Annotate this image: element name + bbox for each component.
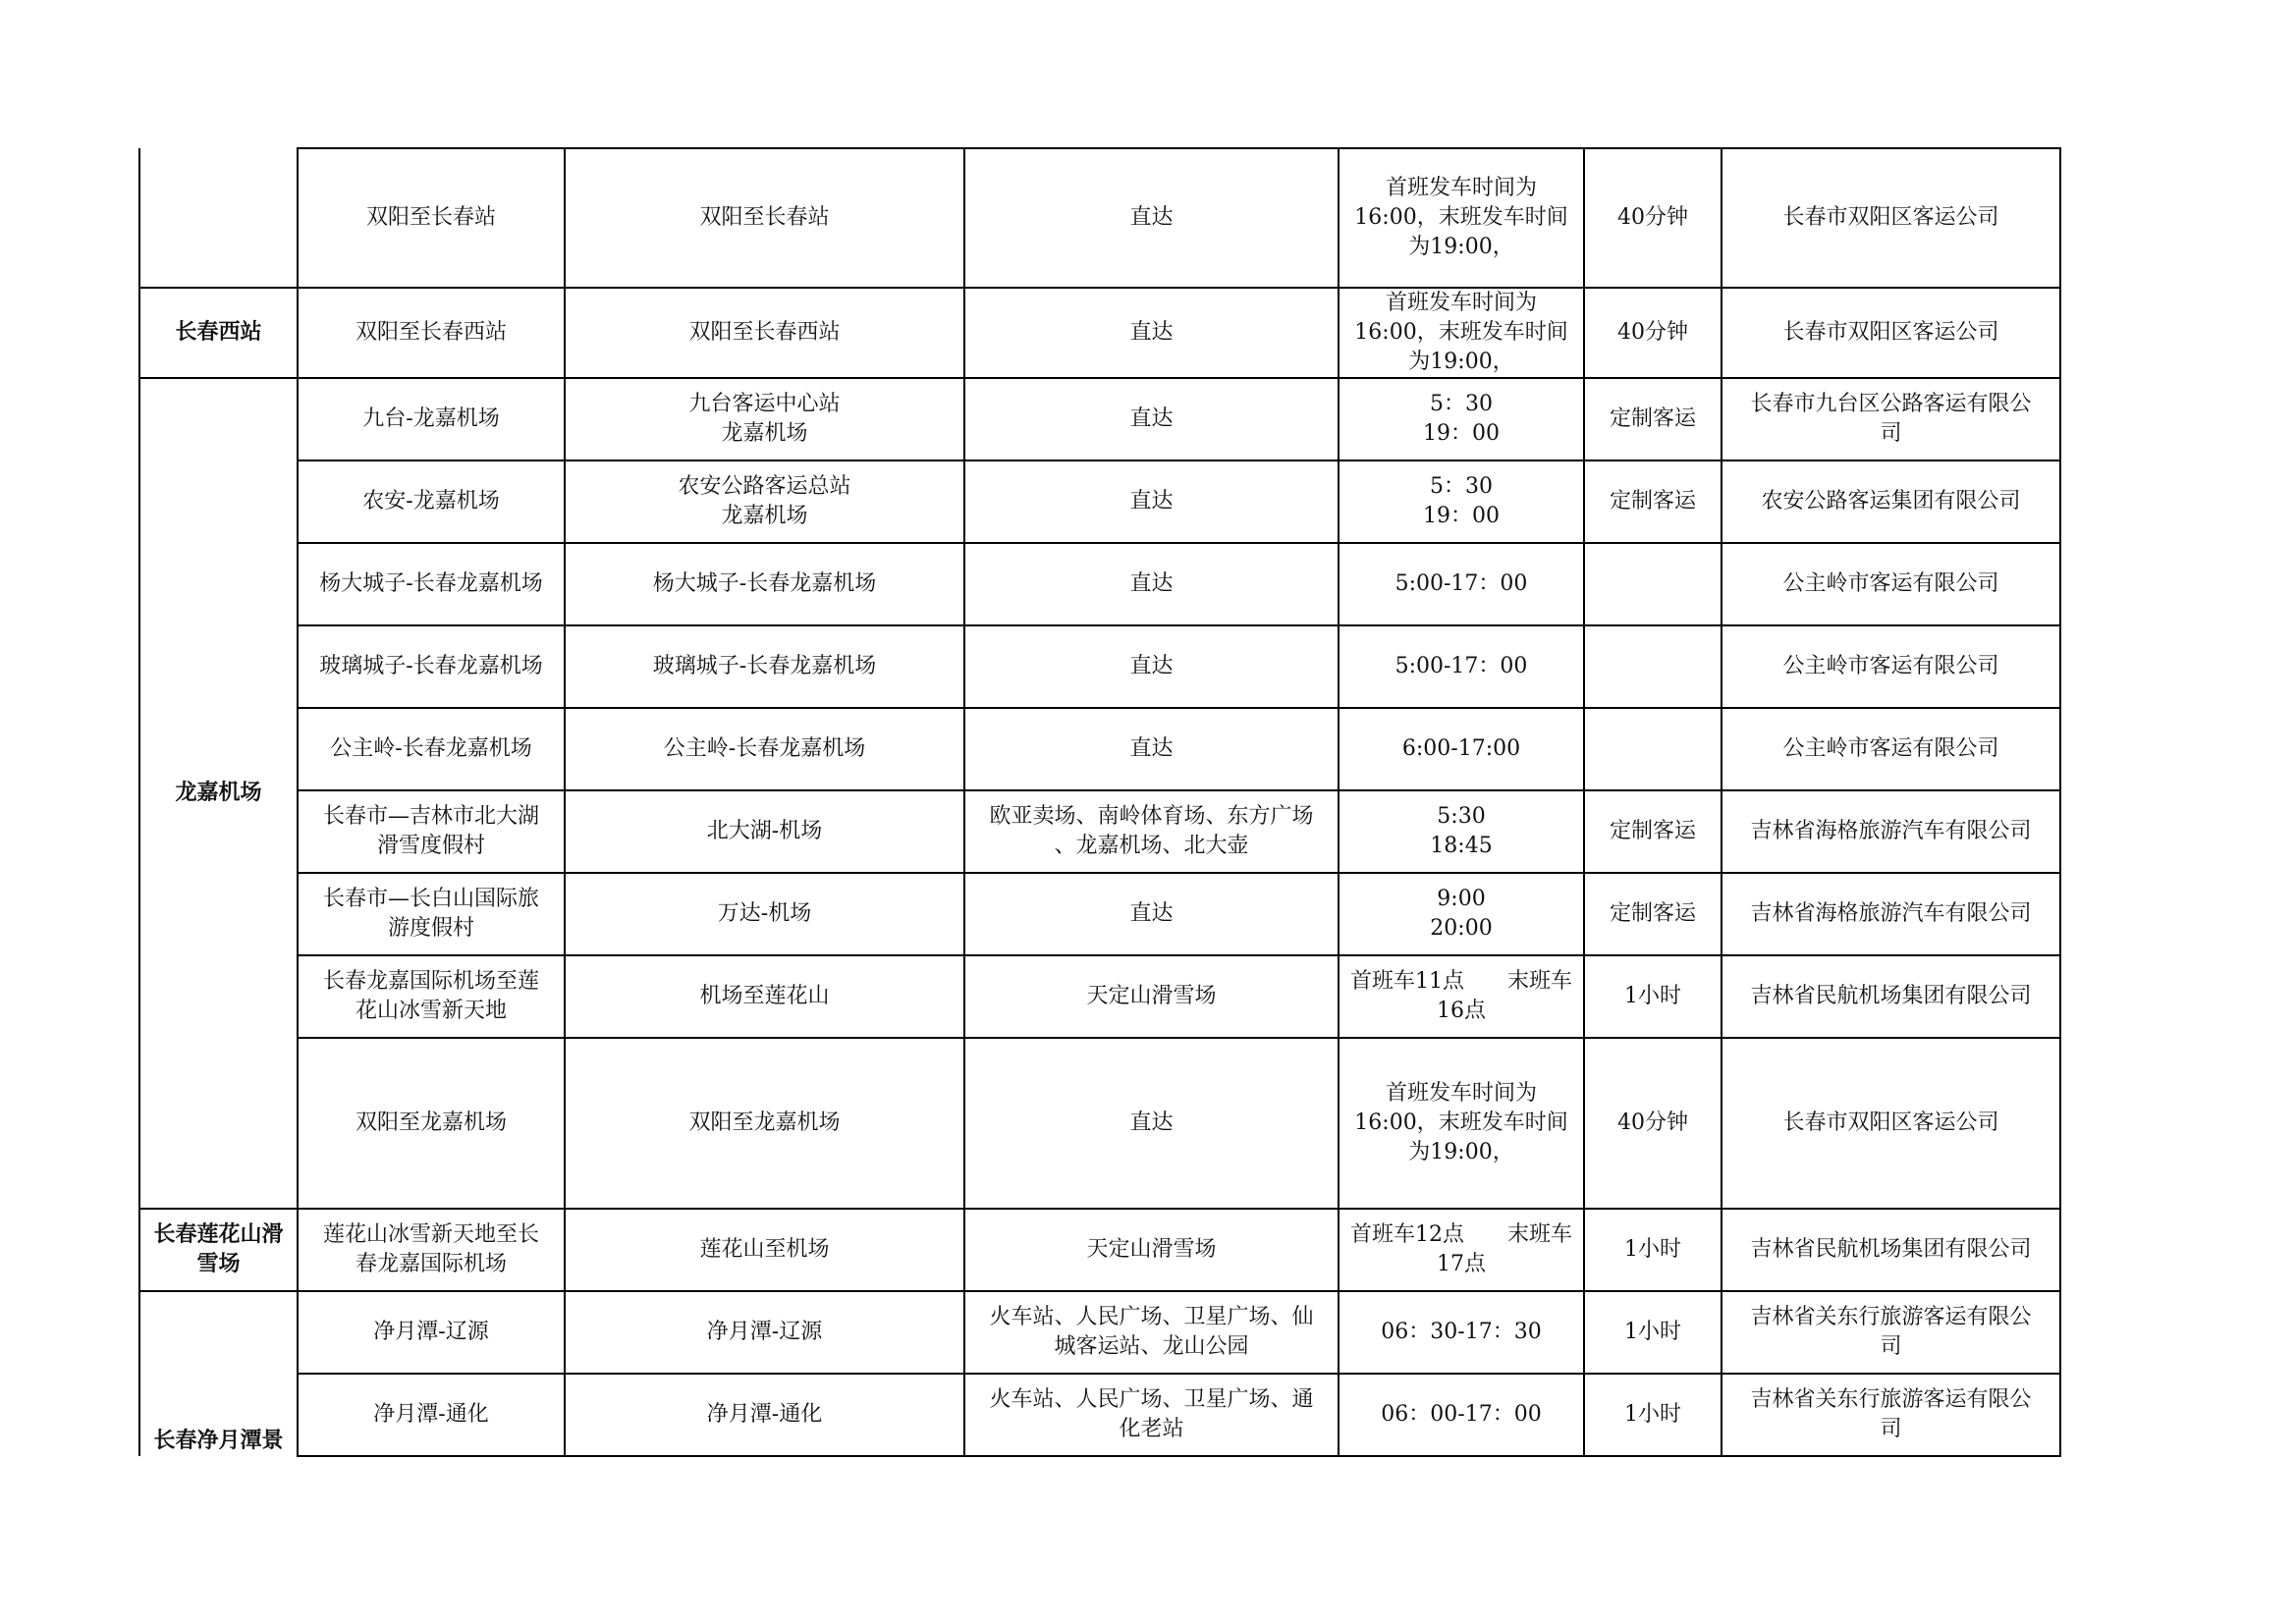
operator-cell: 农安公路客运集团有限公司 [1722,460,2060,543]
route-name-cell: 莲花山冰雪新天地至长 春龙嘉国际机场 [298,1209,565,1291]
duration-cell [1584,543,1722,625]
bus-route-table [138,147,2061,1457]
via-cell: 直达 [964,708,1339,790]
duration-cell: 40分钟 [1584,148,1722,288]
via-cell: 天定山滑雪场 [964,955,1339,1038]
stops-cell: 玻璃城子-长春龙嘉机场 [565,625,964,708]
schedule-cell: 首班发车时间为 16:00，末班发车时间 为19:00， [1339,1038,1584,1209]
duration-cell: 1小时 [1584,1291,1722,1374]
schedule-cell: 06：00-17：00 [1339,1374,1584,1456]
category-cell: 龙嘉机场 [139,378,298,1209]
duration-cell: 定制客运 [1584,460,1722,543]
via-cell: 直达 [964,625,1339,708]
table-row [139,790,2060,873]
operator-cell: 长春市双阳区客运公司 [1722,288,2060,378]
table-row [139,460,2060,543]
route-name-cell: 长春市—长白山国际旅 游度假村 [298,873,565,955]
table-row [139,288,2060,378]
stops-cell: 双阳至龙嘉机场 [565,1038,964,1209]
category-cell: 长春净月潭景 [139,1291,298,1456]
stops-cell: 杨大城子-长春龙嘉机场 [565,543,964,625]
table-row [139,378,2060,460]
via-cell: 天定山滑雪场 [964,1209,1339,1291]
schedule-cell: 首班车11点 末班车 16点 [1339,955,1584,1038]
route-name-cell: 九台-龙嘉机场 [298,378,565,460]
duration-cell: 定制客运 [1584,873,1722,955]
stops-cell: 北大湖-机场 [565,790,964,873]
schedule-cell: 首班发车时间为 16:00，末班发车时间 为19:00， [1339,148,1584,288]
duration-cell: 40分钟 [1584,288,1722,378]
table-row [139,873,2060,955]
operator-cell: 吉林省海格旅游汽车有限公司 [1722,873,2060,955]
table-row [139,1209,2060,1291]
via-cell: 直达 [964,378,1339,460]
stops-cell: 农安公路客运总站 龙嘉机场 [565,460,964,543]
schedule-cell: 5:00-17：00 [1339,543,1584,625]
stops-cell: 净月潭-辽源 [565,1291,964,1374]
table-row [139,625,2060,708]
operator-cell: 吉林省海格旅游汽车有限公司 [1722,790,2060,873]
category-cell: 长春西站 [139,288,298,378]
operator-cell: 吉林省关东行旅游客运有限公 司 [1722,1374,2060,1456]
route-name-cell: 农安-龙嘉机场 [298,460,565,543]
via-cell: 直达 [964,148,1339,288]
category-cell [139,148,298,288]
duration-cell [1584,708,1722,790]
table-row [139,543,2060,625]
duration-cell: 1小时 [1584,955,1722,1038]
via-cell: 直达 [964,1038,1339,1209]
via-cell: 欧亚卖场、南岭体育场、东方广场 、龙嘉机场、北大壶 [964,790,1339,873]
duration-cell: 1小时 [1584,1374,1722,1456]
operator-cell: 吉林省民航机场集团有限公司 [1722,1209,2060,1291]
operator-cell: 长春市双阳区客运公司 [1722,1038,2060,1209]
route-name-cell: 公主岭-长春龙嘉机场 [298,708,565,790]
operator-cell: 吉林省民航机场集团有限公司 [1722,955,2060,1038]
stops-cell: 莲花山至机场 [565,1209,964,1291]
schedule-cell: 首班发车时间为 16:00，末班发车时间 为19:00， [1339,288,1584,378]
via-cell: 火车站、人民广场、卫星广场、仙 城客运站、龙山公园 [964,1291,1339,1374]
stops-cell: 双阳至长春西站 [565,288,964,378]
duration-cell: 定制客运 [1584,378,1722,460]
via-cell: 直达 [964,288,1339,378]
route-name-cell: 净月潭-辽源 [298,1291,565,1374]
operator-cell: 长春市双阳区客运公司 [1722,148,2060,288]
duration-cell: 40分钟 [1584,1038,1722,1209]
schedule-cell: 9:00 20:00 [1339,873,1584,955]
duration-cell [1584,625,1722,708]
via-cell: 直达 [964,873,1339,955]
route-name-cell: 双阳至龙嘉机场 [298,1038,565,1209]
schedule-cell: 5:00-17：00 [1339,625,1584,708]
operator-cell: 吉林省关东行旅游客运有限公 司 [1722,1291,2060,1374]
stops-cell: 公主岭-长春龙嘉机场 [565,708,964,790]
operator-cell: 长春市九台区公路客运有限公 司 [1722,378,2060,460]
stops-cell: 机场至莲花山 [565,955,964,1038]
route-name-cell: 长春市—吉林市北大湖 滑雪度假村 [298,790,565,873]
duration-cell: 1小时 [1584,1209,1722,1291]
schedule-cell: 5：30 19：00 [1339,378,1584,460]
category-cell: 长春莲花山滑 雪场 [139,1209,298,1291]
via-cell: 火车站、人民广场、卫星广场、通 化老站 [964,1374,1339,1456]
route-name-cell: 双阳至长春西站 [298,288,565,378]
stops-cell: 万达-机场 [565,873,964,955]
stops-cell: 九台客运中心站 龙嘉机场 [565,378,964,460]
table-row [139,955,2060,1038]
table-row [139,708,2060,790]
route-name-cell: 长春龙嘉国际机场至莲 花山冰雪新天地 [298,955,565,1038]
via-cell: 直达 [964,543,1339,625]
stops-cell: 净月潭-通化 [565,1374,964,1456]
schedule-cell: 首班车12点 末班车 17点 [1339,1209,1584,1291]
schedule-cell: 6:00-17:00 [1339,708,1584,790]
schedule-cell: 5：30 19：00 [1339,460,1584,543]
table-row [139,148,2060,288]
route-name-cell: 净月潭-通化 [298,1374,565,1456]
via-cell: 直达 [964,460,1339,543]
route-name-cell: 玻璃城子-长春龙嘉机场 [298,625,565,708]
operator-cell: 公主岭市客运有限公司 [1722,543,2060,625]
route-name-cell: 杨大城子-长春龙嘉机场 [298,543,565,625]
route-name-cell: 双阳至长春站 [298,148,565,288]
schedule-cell: 5:30 18:45 [1339,790,1584,873]
table-row [139,1374,2060,1456]
table-row [139,1038,2060,1209]
schedule-cell: 06：30-17：30 [1339,1291,1584,1374]
operator-cell: 公主岭市客运有限公司 [1722,708,2060,790]
operator-cell: 公主岭市客运有限公司 [1722,625,2060,708]
duration-cell: 定制客运 [1584,790,1722,873]
stops-cell: 双阳至长春站 [565,148,964,288]
table-row [139,1291,2060,1374]
